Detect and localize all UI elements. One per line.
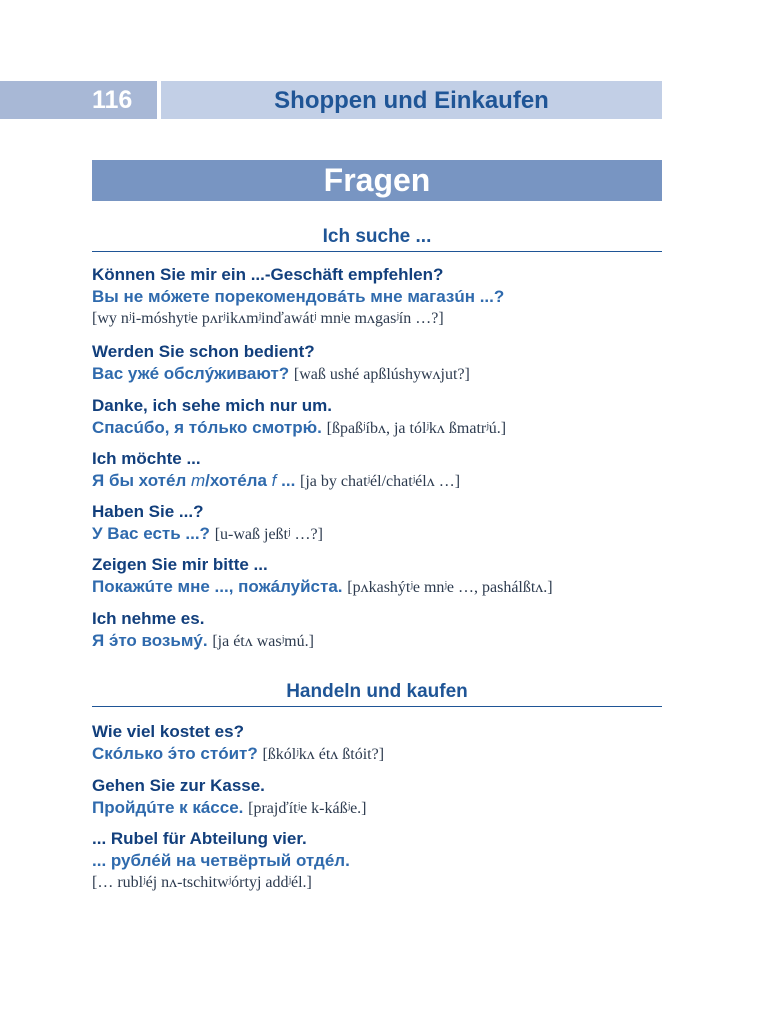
phrase-entry — [92, 501, 672, 546]
transcription: [waß ushé apßlúshywʌjut?] — [293, 366, 470, 383]
phrase-entry — [92, 448, 672, 493]
page-header — [0, 81, 662, 119]
german-phrase: Ich möchte ... — [92, 449, 201, 468]
russian-phrase — [92, 743, 672, 766]
german-phrase: Werden Sie schon bedient? — [92, 342, 315, 361]
russian-text: Я э́то возьмý. — [92, 631, 208, 650]
chapter-banner: Fragen — [92, 160, 662, 201]
russian-phrase — [92, 523, 672, 546]
gender-marker-masculine: m — [191, 471, 206, 490]
transcription: [wy nʲi-móshytʲe pʌrʲikʌmʲinďawátʲ mnʲe mʌgasʲín …?] — [92, 310, 444, 327]
phrase-entry — [92, 775, 672, 820]
russian-phrase: ... рублéй на четвёртый отдéл. — [92, 851, 350, 870]
russian-phrase — [92, 630, 672, 653]
german-phrase: Ich nehme es. — [92, 609, 205, 628]
page-number: 116 — [0, 81, 157, 119]
transcription: [ßkólʲkʌ étʌ ßtóit?] — [262, 746, 385, 763]
ellipsis: ... — [281, 471, 296, 490]
russian-text: Покажúте мне ..., пожáлуйста. — [92, 577, 343, 596]
russian-phrase — [92, 797, 672, 820]
transcription: [ja étʌ wasʲmú.] — [212, 633, 314, 650]
section-heading-handeln-und-kaufen: Handeln und kaufen — [92, 681, 662, 707]
german-phrase: Gehen Sie zur Kasse. — [92, 776, 265, 795]
phrase-entry — [92, 554, 672, 599]
russian-text: У Вас есть ...? — [92, 524, 210, 543]
phrase-entry — [92, 828, 672, 894]
russian-phrase — [92, 363, 672, 386]
german-phrase: Danke, ich sehe mich nur um. — [92, 396, 332, 415]
transcription: [… rublʲéj nʌ-tschitwʲórtyj addʲél.] — [92, 874, 312, 891]
phrase-entry — [92, 264, 672, 330]
transcription: [pʌkashýtʲe mnʲe …, pashálßtʌ.] — [347, 579, 553, 596]
transcription: [u-waß jeßtʲ …?] — [214, 526, 323, 543]
russian-phrase — [92, 470, 672, 493]
phrase-entry — [92, 721, 672, 766]
russian-text-feminine: /хотéла — [205, 471, 267, 490]
german-phrase: Können Sie mir ein ...-Geschäft empfehlen? — [92, 265, 444, 284]
transcription: [prajďítʲe k-káßʲe.] — [248, 800, 367, 817]
russian-text: Я бы хотéл — [92, 471, 187, 490]
russian-phrase: Вы не мóжете порекомендовáть мне магазúн ...? — [92, 287, 505, 306]
german-phrase: ... Rubel für Abteilung vier. — [92, 829, 307, 848]
russian-text: Спасúбо, я тóлько смотрю́. — [92, 418, 322, 437]
transcription: [ßpaßʲíbʌ, ja tólʲkʌ ßmatrʲú.] — [326, 420, 507, 437]
gender-marker-feminine: f — [271, 471, 277, 490]
russian-text: Скóлько э́то стóит? — [92, 744, 258, 763]
german-phrase: Zeigen Sie mir bitte ... — [92, 555, 268, 574]
german-phrase: Wie viel kostet es? — [92, 722, 244, 741]
section-heading-ich-suche: Ich suche ... — [92, 226, 662, 252]
running-title: Shoppen und Einkaufen — [161, 81, 662, 119]
russian-text: Пройдúте к кáссе. — [92, 798, 244, 817]
german-phrase: Haben Sie ...? — [92, 502, 204, 521]
phrase-entry — [92, 608, 672, 653]
phrase-entry — [92, 395, 672, 440]
phrase-entry — [92, 341, 672, 386]
transcription: [ja by chatʲél/chatʲélʌ …] — [300, 473, 461, 490]
russian-text: Вас ужé обслýживают? — [92, 364, 290, 383]
russian-phrase — [92, 417, 672, 440]
russian-phrase — [92, 576, 672, 599]
